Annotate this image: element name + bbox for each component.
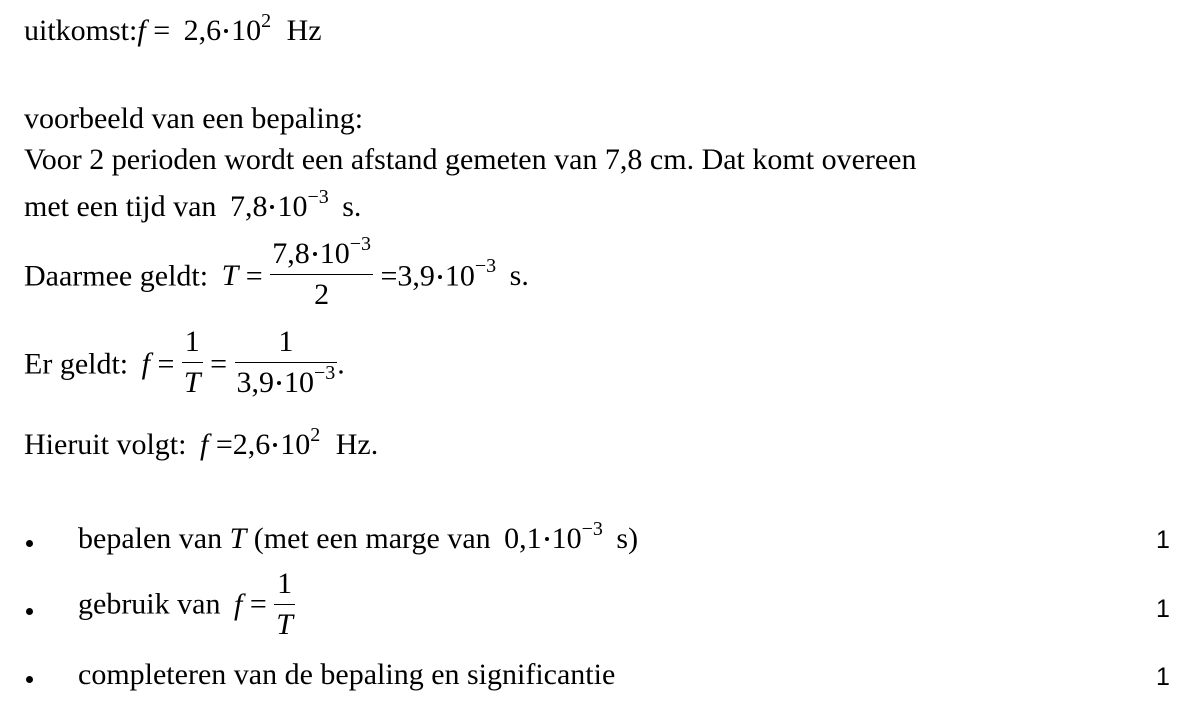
criterion-3-score: 1 [1156,663,1170,691]
outcome-var: f [137,14,146,47]
period-num-exp: −3 [349,233,371,255]
equals-sign: = [249,587,267,621]
criterion-2-fraction [274,564,295,645]
freq-calc-line [24,326,345,407]
result-exp: 2 [310,424,321,446]
criterion-1-mid: (met een marge van [253,522,491,555]
period-res-base: 10 [444,259,475,293]
outcome-base: 10 [231,14,262,47]
criterion-2-fraction-numerator: 1 [274,564,295,605]
freq-fraction-1-numerator: 1 [182,322,203,363]
freq-fraction-1-denominator: T [183,366,201,399]
period-res-exp: −3 [474,255,497,278]
multiply-dot-icon [438,275,442,279]
bullet-icon [24,672,38,686]
criterion-2 [78,564,295,645]
period-var: T [221,259,239,293]
result-label: Hieruit volgt: [24,428,187,461]
period-calc-label: Daarmee geldt: [24,259,209,293]
multiply-dot-icon [270,205,274,209]
period-unit: s. [509,259,529,293]
equals-sign: = [210,347,228,381]
period-num-mantissa: 7,8 [272,237,310,270]
freq-den-base: 10 [284,366,315,399]
example-sentence-1: Voor 2 perioden wordt een afstand gemeten van 7,8 cm. Dat komt overeen [24,143,917,176]
criterion-1-exp: −3 [581,518,603,540]
criterion-2-var: f [233,587,243,621]
outcome-line [24,10,322,48]
time-mantissa: 7,8 [229,190,268,223]
multiply-dot-icon [273,443,277,447]
criterion-1 [78,518,639,556]
period-fraction-numerator [270,234,373,275]
freq-fraction-2-numerator: 1 [235,322,338,363]
freq-fraction-2 [235,322,338,403]
criterion-1-score: 1 [1156,526,1170,554]
criterion-1-base: 10 [551,522,582,555]
example-sentence-2 [24,186,362,224]
freq-den-mantissa: 3,9 [236,366,275,399]
example-heading: voorbeeld van een bepaling: [24,102,364,135]
outcome-unit: Hz [286,14,322,47]
outcome-mantissa: 2,6 [183,14,222,47]
time-unit: s. [342,190,362,223]
period-num-base: 10 [319,237,350,270]
freq-den-exp: −3 [314,362,336,384]
criterion-2-pre: gebruik van [78,587,221,621]
result-line [24,424,379,462]
period-calc-line [24,233,529,319]
result-mantissa: 2,6 [232,428,271,461]
result-base: 10 [280,428,311,461]
multiply-dot-icon [313,252,317,256]
time-exp: −3 [307,186,329,208]
time-base: 10 [277,190,308,223]
criterion-1-mantissa: 0,1 [504,522,542,555]
criterion-1-post: s) [616,522,639,555]
freq-var: f [141,347,150,381]
period-fraction-denominator: 2 [314,278,330,311]
equals-sign: = [215,428,233,461]
criterion-2-score: 1 [1156,595,1170,623]
result-unit: Hz. [335,428,379,461]
criterion-1-var: T [229,522,247,555]
freq-end: . [337,347,345,381]
equals-sign: = [157,347,175,381]
criterion-1-pre: bepalen van [78,522,223,555]
period-fraction [270,234,373,315]
outcome-exp: 2 [261,10,272,32]
outcome-label: uitkomst: [24,14,138,47]
equals-sign: = [380,259,398,293]
bullet-icon [24,536,38,550]
multiply-dot-icon [545,537,549,541]
outcome-eq: = [153,14,171,47]
freq-fraction-1 [182,322,203,403]
multiply-dot-icon [277,381,281,385]
criterion-2-fraction-denominator: T [276,608,293,641]
result-var: f [199,428,209,461]
equals-sign: = [245,259,263,293]
freq-calc-label: Er geldt: [24,347,129,381]
period-res-mantissa: 3,9 [397,259,435,293]
criterion-3: completeren van de bepaling en significantie [78,658,616,691]
multiply-dot-icon [224,29,228,33]
example-sentence-2-prefix: met een tijd van [24,190,217,223]
freq-fraction-2-denominator [235,363,338,403]
bullet-icon [24,604,38,618]
